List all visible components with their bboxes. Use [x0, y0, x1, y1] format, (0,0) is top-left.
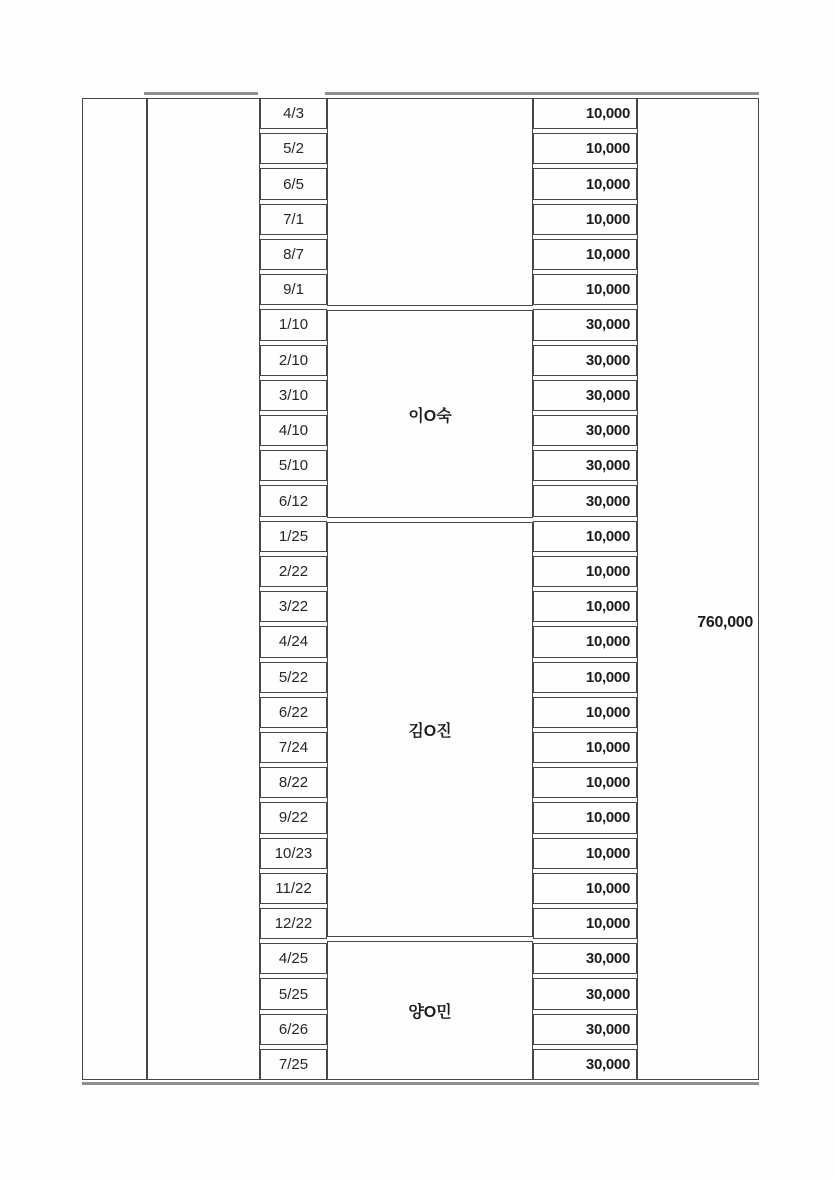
- date-cell: 12/22: [260, 908, 327, 939]
- amount-cell: 10,000: [533, 521, 637, 552]
- amount-cell: 30,000: [533, 309, 637, 340]
- amount-cell: 10,000: [533, 838, 637, 869]
- date-cell: 4/24: [260, 626, 327, 657]
- amount-cell: 10,000: [533, 204, 637, 235]
- date-cell: 6/26: [260, 1014, 327, 1045]
- amount-cell: 10,000: [533, 802, 637, 833]
- date-cell: 2/22: [260, 556, 327, 587]
- amount-cell: 30,000: [533, 978, 637, 1009]
- amount-cell: 10,000: [533, 98, 637, 129]
- date-cell: 7/24: [260, 732, 327, 763]
- amount-cell: 30,000: [533, 485, 637, 516]
- amount-cell: 10,000: [533, 168, 637, 199]
- amount-cell: 30,000: [533, 450, 637, 481]
- amount-cell: 30,000: [533, 943, 637, 974]
- empty-left-cell-2: [147, 98, 260, 1080]
- amount-cell: 10,000: [533, 133, 637, 164]
- amount-cell: 30,000: [533, 380, 637, 411]
- amount-cell: 30,000: [533, 1014, 637, 1045]
- date-cell: 6/12: [260, 485, 327, 516]
- date-cell: 4/3: [260, 98, 327, 129]
- amount-cell: 10,000: [533, 697, 637, 728]
- date-cell: 5/10: [260, 450, 327, 481]
- date-cell: 3/22: [260, 591, 327, 622]
- amount-cell: 10,000: [533, 662, 637, 693]
- date-cell: 6/22: [260, 697, 327, 728]
- date-cell: 9/22: [260, 802, 327, 833]
- amount-cell: 10,000: [533, 626, 637, 657]
- date-cell: 7/25: [260, 1049, 327, 1080]
- total-amount: 760,000: [697, 614, 753, 631]
- date-cell: 10/23: [260, 838, 327, 869]
- date-cell: 6/5: [260, 168, 327, 199]
- date-cell: 1/10: [260, 309, 327, 340]
- amount-cell: 10,000: [533, 274, 637, 305]
- donor-name-cell: 양O민: [327, 941, 533, 1080]
- amount-cell: 10,000: [533, 591, 637, 622]
- donor-name-cell: 이O숙: [327, 310, 533, 518]
- date-column: [260, 98, 327, 1080]
- donor-name-cell: [327, 98, 533, 306]
- amount-column: [533, 98, 637, 1080]
- date-cell: 4/10: [260, 415, 327, 446]
- date-cell: 9/1: [260, 274, 327, 305]
- donor-name-cell: 김O진: [327, 522, 533, 936]
- amount-cell: 10,000: [533, 732, 637, 763]
- amount-cell: 10,000: [533, 556, 637, 587]
- donation-ledger-table: [82, 98, 759, 1080]
- page-continuation-mark-bottom: [82, 1082, 759, 1085]
- date-cell: 5/2: [260, 133, 327, 164]
- date-cell: 8/22: [260, 767, 327, 798]
- date-cell: 7/1: [260, 204, 327, 235]
- date-cell: 2/10: [260, 345, 327, 376]
- amount-cell: 10,000: [533, 908, 637, 939]
- empty-left-cell-1: [82, 98, 147, 1080]
- page-continuation-mark-top-left: [144, 92, 258, 95]
- date-cell: 8/7: [260, 239, 327, 270]
- amount-cell: 30,000: [533, 415, 637, 446]
- amount-cell: 30,000: [533, 1049, 637, 1080]
- date-cell: 11/22: [260, 873, 327, 904]
- donor-column: [327, 98, 533, 1080]
- amount-cell: 10,000: [533, 239, 637, 270]
- date-cell: 5/25: [260, 978, 327, 1009]
- date-cell: 1/25: [260, 521, 327, 552]
- amount-cell: 10,000: [533, 767, 637, 798]
- amount-cell: 30,000: [533, 345, 637, 376]
- date-cell: 3/10: [260, 380, 327, 411]
- date-cell: 5/22: [260, 662, 327, 693]
- amount-cell: 10,000: [533, 873, 637, 904]
- date-cell: 4/25: [260, 943, 327, 974]
- page-continuation-mark-top-right: [325, 92, 759, 95]
- total-cell: [637, 98, 759, 1080]
